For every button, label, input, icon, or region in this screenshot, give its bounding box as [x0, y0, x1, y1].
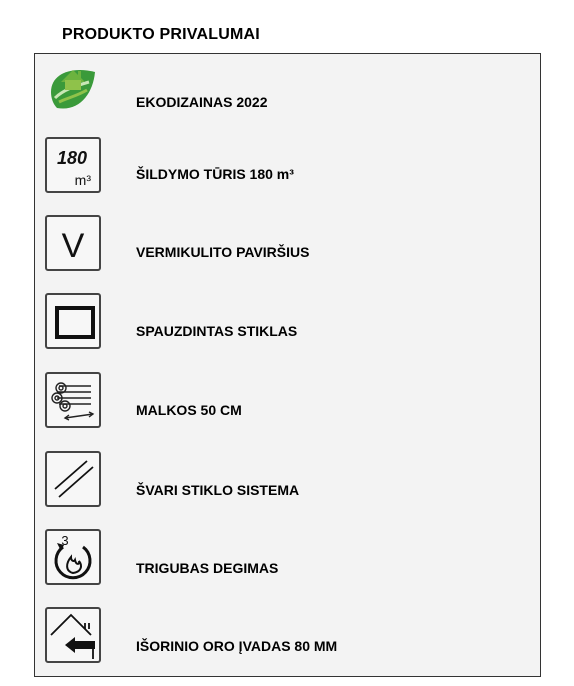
- feature-row-triple-combustion: [35, 529, 540, 589]
- feature-row-vermiculite: [35, 215, 540, 275]
- badge-number: 3: [61, 533, 69, 548]
- feature-row-printed-glass: [35, 293, 540, 353]
- clean-glass-icon: [45, 451, 103, 509]
- feature-row-heating-volume: [35, 137, 540, 197]
- feature-label: IŠORINIO ORO ĮVADAS 80 MM: [136, 638, 338, 654]
- glyph: V: [61, 227, 85, 265]
- feature-label: MALKOS 50 CM: [136, 402, 242, 418]
- heating-volume-icon: [45, 137, 103, 195]
- eco-house-icon: [45, 60, 103, 118]
- firewood-icon: [45, 372, 103, 430]
- badge-number: 180: [56, 148, 88, 168]
- feature-row-external-air: [35, 607, 540, 667]
- feature-label: SPAUZDINTAS STIKLAS: [136, 323, 298, 339]
- feature-label: EKODIZAINAS 2022: [136, 94, 268, 110]
- external-air-inlet-icon: [45, 607, 103, 665]
- feature-row-ecodesign: [35, 60, 540, 120]
- triple-combustion-icon: [45, 529, 103, 587]
- feature-label: ŠVARI STIKLO SISTEMA: [136, 482, 300, 498]
- feature-row-clean-glass: [35, 451, 540, 511]
- section-title: PRODUKTO PRIVALUMAI: [62, 26, 260, 43]
- badge-unit: m³: [74, 172, 91, 188]
- feature-label: TRIGUBAS DEGIMAS: [136, 560, 279, 576]
- vermiculite-icon: [45, 215, 103, 273]
- feature-row-firewood: [35, 372, 540, 432]
- feature-label: VERMIKULITO PAVIRŠIUS: [136, 244, 310, 260]
- printed-glass-icon: [45, 293, 103, 351]
- feature-label: ŠILDYMO TŪRIS 180 m³: [136, 166, 294, 182]
- features-panel: [34, 53, 541, 677]
